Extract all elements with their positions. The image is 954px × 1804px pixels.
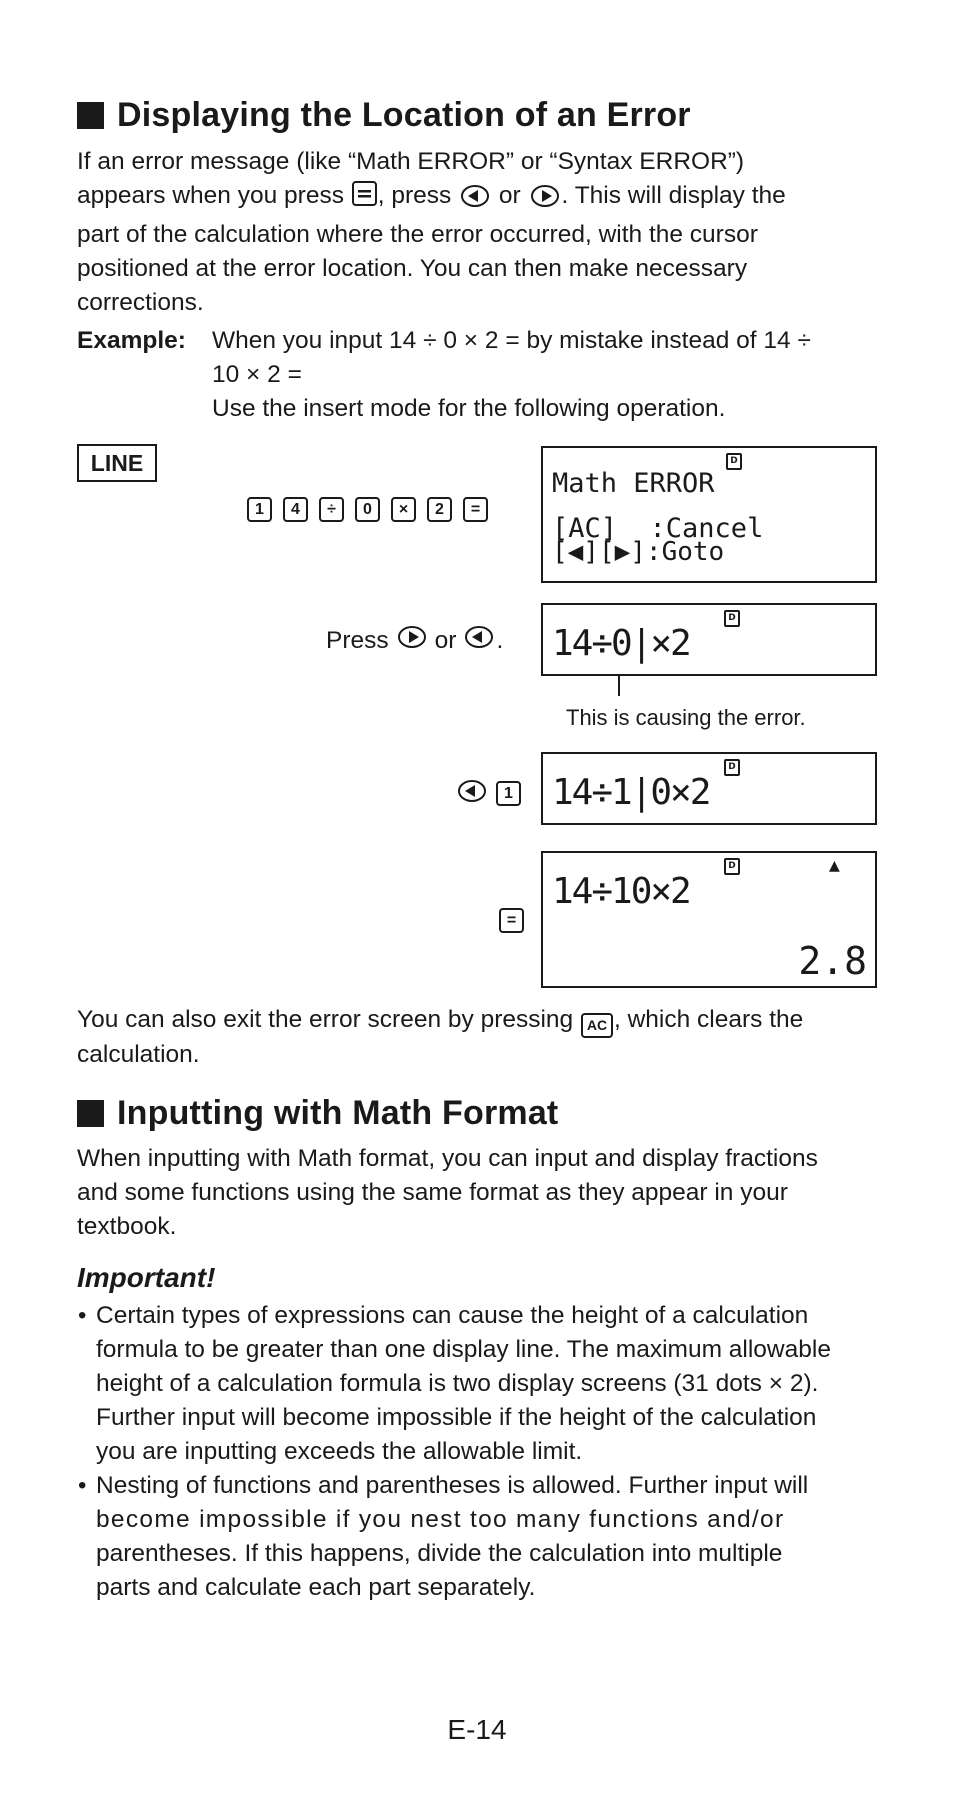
bullet-line: you are inputting exceeds the allowable limit. xyxy=(96,1438,583,1465)
screen-line3: [◀][▶]:Goto xyxy=(552,537,725,567)
intro-text: . This will display the xyxy=(561,182,786,209)
multiply-key-icon: × xyxy=(391,497,416,522)
calculator-screen-error xyxy=(541,446,877,583)
section-title: Inputting with Math Format xyxy=(117,1094,559,1132)
scroll-up-indicator-icon: ▲ xyxy=(829,855,840,876)
divide-key-icon: ÷ xyxy=(319,497,344,522)
error-intro-paragraph xyxy=(77,145,877,320)
screen-expression: 14÷0|×2 xyxy=(552,623,690,664)
intro-text: , press xyxy=(377,182,452,209)
example-description xyxy=(212,324,877,426)
cursor-right-key-icon xyxy=(530,184,560,218)
or-text: or xyxy=(434,626,457,654)
exit-text: , which clears the xyxy=(614,1006,804,1033)
intro-line: When inputting with Math format, you can input and display fractions xyxy=(77,1145,818,1172)
cursor-right-key-icon xyxy=(397,625,427,656)
section-heading-error-location xyxy=(77,96,691,135)
exit-line: calculation. xyxy=(77,1041,200,1068)
exit-line xyxy=(77,1003,877,1038)
degree-indicator-icon: D xyxy=(724,759,740,776)
bullet-line: Further input will become impossible if the height of the calculation xyxy=(96,1404,817,1431)
degree-indicator-icon: D xyxy=(726,453,742,470)
step1-key-sequence xyxy=(246,497,489,522)
square-bullet-icon xyxy=(77,102,104,129)
intro-text: appears when you press xyxy=(77,182,344,209)
equals-key-icon: = xyxy=(463,497,488,522)
bullet-line: formula to be greater than one display line. The maximum allowable xyxy=(96,1336,831,1363)
example-line: Use the insert mode for the following operation. xyxy=(212,395,726,422)
important-bullet-2 xyxy=(96,1469,877,1605)
callout-leader-line xyxy=(618,674,620,696)
section-title: Displaying the Location of an Error xyxy=(117,96,691,134)
bullet-line: Certain types of expressions can cause the height of a calculation xyxy=(96,1302,809,1329)
screen-expression: 14÷10×2 xyxy=(552,871,690,912)
step2-instruction: Press or . xyxy=(326,625,503,656)
bullet-line: Nesting of functions and parentheses is allowed. Further input will xyxy=(96,1472,809,1499)
calculator-screen-cursor xyxy=(541,603,877,676)
line-mode-badge: LINE xyxy=(77,444,157,482)
key-0-icon: 0 xyxy=(355,497,380,522)
key-1-icon: 1 xyxy=(247,497,272,522)
example-line: When you input 14 ÷ 0 × 2 = by mistake instead of 14 ÷ xyxy=(212,327,811,354)
ac-key-icon: AC xyxy=(581,1013,613,1038)
cursor-left-key-icon xyxy=(460,184,490,218)
important-bullet-1 xyxy=(96,1299,877,1469)
intro-line: and some functions using the same format as they appear in your xyxy=(77,1179,788,1206)
degree-indicator-icon: D xyxy=(724,858,740,875)
intro-line: If an error message (like “Math ERROR” or “Syntax ERROR”) xyxy=(77,148,745,175)
error-callout: This is causing the error. xyxy=(566,705,806,730)
intro-line xyxy=(77,179,877,218)
important-heading: Important! xyxy=(77,1262,216,1293)
math-format-intro xyxy=(77,1142,877,1244)
screen-line1: Math ERROR xyxy=(552,468,715,499)
screen-expression: 14÷1|0×2 xyxy=(552,772,710,813)
key-1-icon: 1 xyxy=(496,781,521,806)
page-number: E-14 xyxy=(447,1714,507,1745)
cursor-left-key-icon xyxy=(464,625,494,656)
bullet-dot: • xyxy=(78,1302,87,1329)
bullet-dot: • xyxy=(78,1472,87,1499)
exit-text: You can also exit the error screen by pressing xyxy=(77,1006,574,1033)
key-2-icon: 2 xyxy=(427,497,452,522)
calculator-screen-insert xyxy=(541,752,877,825)
exit-paragraph xyxy=(77,1003,877,1072)
intro-line: corrections. xyxy=(77,289,204,316)
intro-line: textbook. xyxy=(77,1213,177,1240)
press-text: Press xyxy=(326,626,389,654)
bullet-line: parts and calculate each part separately. xyxy=(96,1574,536,1601)
equals-key-icon: = xyxy=(499,908,524,933)
step3-key-sequence xyxy=(455,779,522,808)
degree-indicator-icon: D xyxy=(724,610,740,627)
square-bullet-icon xyxy=(77,1100,104,1127)
equals-key-icon xyxy=(352,181,377,206)
bullet-line: parentheses. If this happens, divide the calculation into multiple xyxy=(96,1540,783,1567)
section-heading-math-format xyxy=(77,1094,558,1133)
screen-result: 2.8 xyxy=(798,939,867,983)
calculator-screen-result xyxy=(541,851,877,988)
intro-line: part of the calculation where the error occurred, with the cursor xyxy=(77,221,758,248)
cursor-left-key-icon xyxy=(457,779,487,808)
screen-line2: [AC] :Cancel xyxy=(552,513,764,544)
key-4-icon: 4 xyxy=(283,497,308,522)
example-label: Example: xyxy=(77,327,186,354)
intro-line: positioned at the error location. You can then make necessary xyxy=(77,255,748,282)
example-line: 10 × 2 = xyxy=(212,361,302,388)
intro-text: or xyxy=(498,182,521,209)
bullet-line: height of a calculation formula is two display screens (31 dots × 2). xyxy=(96,1370,819,1397)
bullet-line: become impossible if you nest too many functions and/or xyxy=(96,1506,785,1533)
step4-key-sequence xyxy=(498,908,525,933)
